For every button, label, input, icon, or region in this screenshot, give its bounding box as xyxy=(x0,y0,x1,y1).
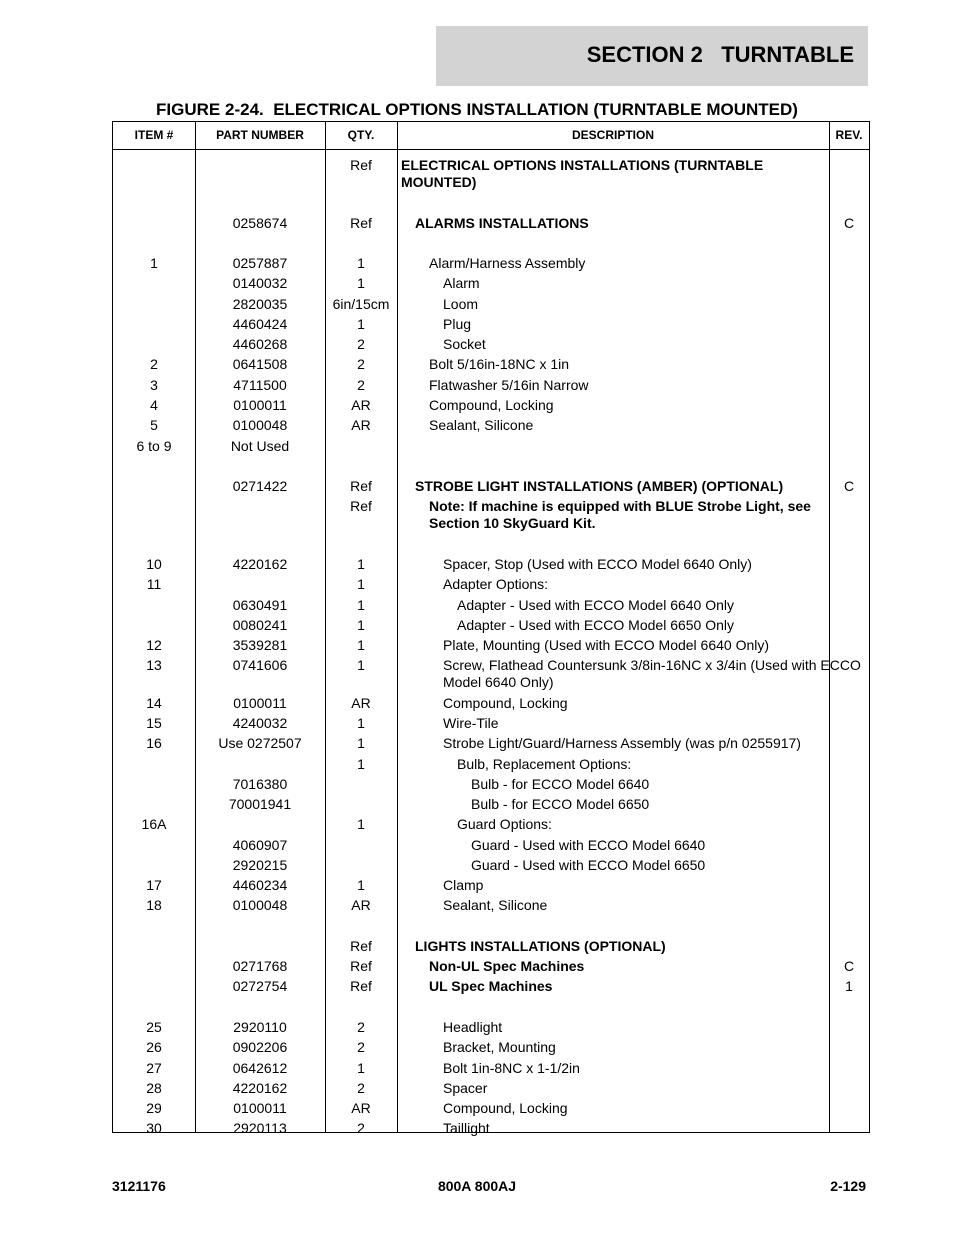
part-number-cell: 0258674 xyxy=(232,215,288,231)
qty-cell: Ref xyxy=(350,157,372,173)
qty-cell: Ref xyxy=(350,498,372,514)
description-cell: Alarm xyxy=(443,275,480,291)
qty-cell: 1 xyxy=(357,657,365,673)
item-cell: 25 xyxy=(146,1019,162,1035)
description-cell: Compound, Locking xyxy=(443,1100,568,1116)
part-number-cell: 0100011 xyxy=(233,695,287,711)
description-cell: Strobe Light/Guard/Harness Assembly (was p/n 0255917) xyxy=(443,735,801,751)
item-cell: 11 xyxy=(146,576,162,592)
description-cell: Adapter - Used with ECCO Model 6640 Only xyxy=(457,597,735,613)
description-cell: Plug xyxy=(443,316,472,332)
qty-cell: AR xyxy=(351,417,371,433)
part-number-cell: 2920113 xyxy=(233,1120,287,1136)
item-cell: 17 xyxy=(146,877,162,893)
description-cell: Plate, Mounting (Used with ECCO Model 6640 Only) xyxy=(443,637,770,653)
description-cell: Bulb - for ECCO Model 6640 xyxy=(471,776,650,792)
qty-cell: AR xyxy=(351,1100,371,1116)
description-cell: ELECTRICAL OPTIONS INSTALLATIONS (TURNTABLE MOUNTED) xyxy=(401,157,764,190)
part-number-cell: 4220162 xyxy=(232,556,288,572)
qty-cell: Ref xyxy=(350,978,372,994)
description-cell: Alarm/Harness Assembly xyxy=(429,255,586,271)
qty-cell: 1 xyxy=(357,617,365,633)
item-cell: 27 xyxy=(146,1060,162,1076)
description-cell: Compound, Locking xyxy=(429,397,554,413)
part-number-cell: 0140032 xyxy=(232,275,288,291)
qty-cell: Ref xyxy=(350,938,372,954)
description-cell: Headlight xyxy=(443,1019,503,1035)
qty-cell: 1 xyxy=(357,576,365,592)
footer-doc-number: 3121176 xyxy=(112,1178,166,1194)
qty-cell: 1 xyxy=(357,1060,365,1076)
description-cell: Non-UL Spec Machines xyxy=(429,958,585,974)
qty-cell: 1 xyxy=(357,316,365,332)
part-number-cell: 4460234 xyxy=(232,877,288,893)
part-number-cell: 4060907 xyxy=(232,837,288,853)
col-header-qty: QTY. xyxy=(347,128,375,142)
part-number-cell: 0100048 xyxy=(232,897,288,913)
qty-cell: 2 xyxy=(357,1039,365,1055)
item-cell: 26 xyxy=(146,1039,162,1055)
footer-model: 800A 800AJ xyxy=(437,1178,517,1194)
description-cell: ALARMS INSTALLATIONS xyxy=(415,215,589,231)
qty-cell: 1 xyxy=(357,816,365,832)
description-cell: Compound, Locking xyxy=(443,695,568,711)
description-cell: Bracket, Mounting xyxy=(443,1039,556,1055)
qty-cell: 2 xyxy=(357,1080,365,1096)
description-cell: Guard - Used with ECCO Model 6640 xyxy=(471,837,706,853)
qty-cell: Ref xyxy=(350,958,372,974)
description-cell: Taillight xyxy=(443,1120,490,1136)
part-number-cell: 0641508 xyxy=(232,356,288,372)
description-cell: Adapter Options: xyxy=(443,576,549,592)
item-cell: 29 xyxy=(146,1100,162,1116)
part-number-cell: 0100011 xyxy=(233,397,287,413)
part-number-cell: 0271422 xyxy=(232,478,288,494)
description-cell: Bulb - for ECCO Model 6650 xyxy=(471,796,650,812)
item-cell: 12 xyxy=(146,637,162,653)
figure-title: FIGURE 2-24. ELECTRICAL OPTIONS INSTALLATION (TURNTABLE MOUNTED) xyxy=(156,100,798,119)
qty-cell: AR xyxy=(351,897,371,913)
description-cell: Clamp xyxy=(443,877,484,893)
item-cell: 2 xyxy=(150,356,158,372)
part-number-cell: 4460424 xyxy=(232,316,288,332)
part-number-cell: 0272754 xyxy=(232,978,288,994)
part-number-cell: 2820035 xyxy=(232,296,288,312)
parts-table xyxy=(112,121,870,1136)
part-number-cell: 0257887 xyxy=(232,255,288,271)
column-divider xyxy=(397,122,398,1132)
item-cell: 13 xyxy=(146,657,162,673)
section-header-band xyxy=(436,26,868,86)
description-cell: Loom xyxy=(443,296,479,312)
qty-cell: 2 xyxy=(357,356,365,372)
description-cell: Spacer, Stop (Used with ECCO Model 6640 Only) xyxy=(443,556,752,572)
qty-cell: 1 xyxy=(357,556,365,572)
description-cell: STROBE LIGHT INSTALLATIONS (AMBER) (OPTIONAL) xyxy=(415,478,784,494)
item-cell: 16 xyxy=(146,735,162,751)
description-cell: Bulb, Replacement Options: xyxy=(457,756,632,772)
description-cell: Flatwasher 5/16in Narrow xyxy=(429,377,589,393)
qty-cell: 2 xyxy=(357,1019,365,1035)
header-divider xyxy=(113,149,869,150)
col-header-description: DESCRIPTION xyxy=(571,128,654,142)
item-cell: 18 xyxy=(146,897,162,913)
part-number-cell: 4460268 xyxy=(232,336,288,352)
part-number-cell: 0271768 xyxy=(232,958,288,974)
qty-cell: 1 xyxy=(357,637,365,653)
part-number-cell: 70001941 xyxy=(228,796,292,812)
section-title: SECTION 2 TURNTABLE xyxy=(586,42,854,67)
description-cell: Sealant, Silicone xyxy=(429,417,534,433)
part-number-cell: 0100048 xyxy=(232,417,288,433)
qty-cell: 6in/15cm xyxy=(332,296,390,312)
description-cell: UL Spec Machines xyxy=(429,978,553,994)
description-cell: Screw, Flathead Countersunk 3/8in-16NC x 3/4in (Used with ECCO Model 6640 Only) xyxy=(443,657,861,690)
part-number-cell: 3539281 xyxy=(232,637,288,653)
item-cell: 10 xyxy=(146,556,162,572)
item-cell: 5 xyxy=(150,417,158,433)
part-number-cell: Not Used xyxy=(230,438,290,454)
part-number-cell: 0630491 xyxy=(232,597,288,613)
rev-cell: C xyxy=(843,958,855,974)
description-cell: Note: If machine is equipped with BLUE Strobe Light, see Section 10 SkyGuard Kit. xyxy=(429,498,811,531)
part-number-cell: 4711500 xyxy=(233,377,287,393)
qty-cell: 1 xyxy=(357,275,365,291)
description-cell: Wire-Tile xyxy=(443,715,499,731)
item-cell: 30 xyxy=(146,1120,162,1136)
item-cell: 4 xyxy=(150,397,158,413)
part-number-cell: 0080241 xyxy=(232,617,288,633)
part-number-cell: 0902206 xyxy=(232,1039,288,1055)
qty-cell: AR xyxy=(351,695,371,711)
col-header-rev: REV. xyxy=(835,128,863,142)
part-number-cell: 0741606 xyxy=(232,657,288,673)
qty-cell: 1 xyxy=(357,597,365,613)
description-cell: Sealant, Silicone xyxy=(443,897,548,913)
part-number-cell: 4220162 xyxy=(232,1080,288,1096)
description-cell: Bolt 5/16in-18NC x 1in xyxy=(429,356,570,372)
rev-cell: C xyxy=(843,215,855,231)
description-cell: Bolt 1in-8NC x 1-1/2in xyxy=(443,1060,580,1076)
part-number-cell: 7016380 xyxy=(232,776,288,792)
rev-cell: 1 xyxy=(845,978,853,994)
qty-cell: 1 xyxy=(357,735,365,751)
col-header-item: ITEM # xyxy=(134,128,174,142)
qty-cell: 2 xyxy=(357,377,365,393)
qty-cell: 2 xyxy=(357,336,365,352)
part-number-cell: 0642612 xyxy=(232,1060,288,1076)
qty-cell: 1 xyxy=(357,756,365,772)
item-cell: 16A xyxy=(141,816,167,832)
item-cell: 28 xyxy=(146,1080,162,1096)
item-cell: 15 xyxy=(146,715,162,731)
item-cell: 14 xyxy=(146,695,162,711)
qty-cell: 1 xyxy=(357,715,365,731)
footer-page-number: 2-129 xyxy=(830,1178,866,1194)
part-number-cell: 2920215 xyxy=(232,857,288,873)
qty-cell: 2 xyxy=(357,1120,365,1136)
item-cell: 3 xyxy=(150,377,158,393)
item-cell: 1 xyxy=(150,255,158,271)
qty-cell: AR xyxy=(351,397,371,413)
qty-cell: 1 xyxy=(357,255,365,271)
part-number-cell: Use 0272507 xyxy=(218,735,302,751)
col-header-part-number: PART NUMBER xyxy=(216,128,304,142)
description-cell: Socket xyxy=(443,336,486,352)
rev-cell: C xyxy=(843,478,855,494)
description-cell: Guard Options: xyxy=(457,816,552,832)
qty-cell: Ref xyxy=(350,478,372,494)
part-number-cell: 4240032 xyxy=(232,715,288,731)
part-number-cell: 2920110 xyxy=(233,1019,287,1035)
qty-cell: 1 xyxy=(357,877,365,893)
description-cell: LIGHTS INSTALLATIONS (OPTIONAL) xyxy=(415,938,666,954)
part-number-cell: 0100011 xyxy=(233,1100,287,1116)
description-cell: Guard - Used with ECCO Model 6650 xyxy=(471,857,706,873)
description-cell: Spacer xyxy=(443,1080,488,1096)
description-cell: Adapter - Used with ECCO Model 6650 Only xyxy=(457,617,735,633)
qty-cell: Ref xyxy=(350,215,372,231)
item-cell: 6 to 9 xyxy=(136,438,172,454)
